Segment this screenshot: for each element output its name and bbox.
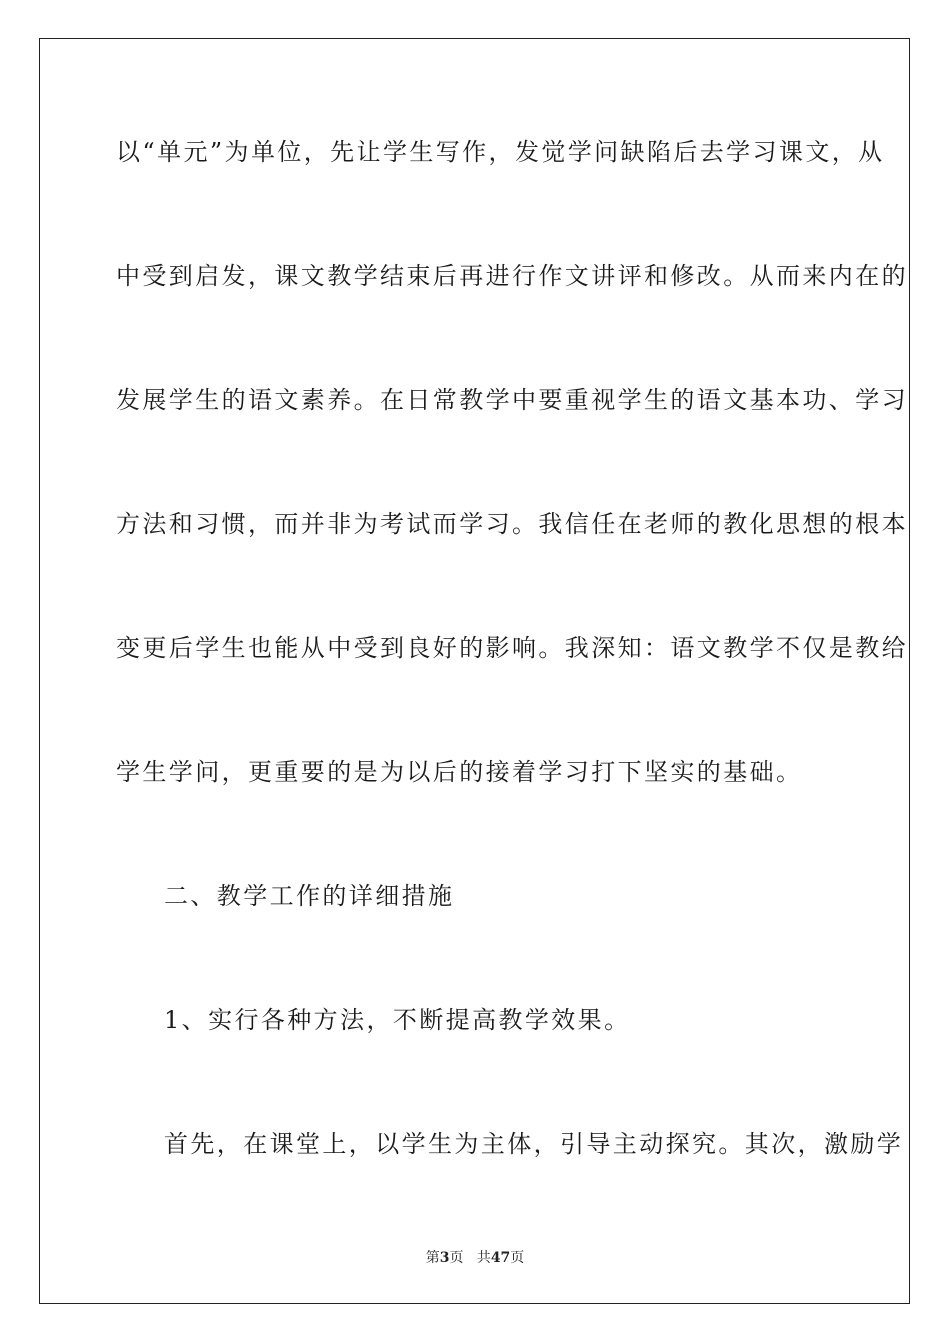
section-heading: 二、教学工作的详细措施 xyxy=(164,882,455,910)
subheading: 1、实行各种方法，不断提高教学效果。 xyxy=(164,1006,631,1034)
page-prefix: 第 xyxy=(425,1250,440,1266)
page-border xyxy=(39,38,910,1304)
page-footer xyxy=(0,1247,950,1267)
body-text-line: 学生学问，更重要的是为以后的接着学习打下坚实的基础。 xyxy=(116,758,803,786)
total-suffix: 页 xyxy=(510,1250,525,1266)
body-text-line: 首先，在课堂上，以学生为主体，引导主动探究。其次，激励学 xyxy=(164,1130,904,1158)
total-prefix: 共 xyxy=(476,1250,491,1266)
body-text-line: 以“单元”为单位，先让学生写作，发觉学问缺陷后去学习课文，从 xyxy=(116,138,885,166)
body-text-line: 变更后学生也能从中受到良好的影响。我深知：语文教学不仅是教给 xyxy=(116,634,908,662)
page-suffix: 页 xyxy=(449,1250,464,1266)
total-pages: 47 xyxy=(490,1250,511,1266)
body-text-line: 中受到启发，课文教学结束后再进行作文讲评和修改。从而来内在的 xyxy=(116,262,908,290)
page-number: 3 xyxy=(439,1250,450,1266)
body-text-line: 发展学生的语文素养。在日常教学中要重视学生的语文基本功、学习 xyxy=(116,386,908,414)
body-text-line: 方法和习惯，而并非为考试而学习。我信任在老师的教化思想的根本 xyxy=(116,510,908,538)
